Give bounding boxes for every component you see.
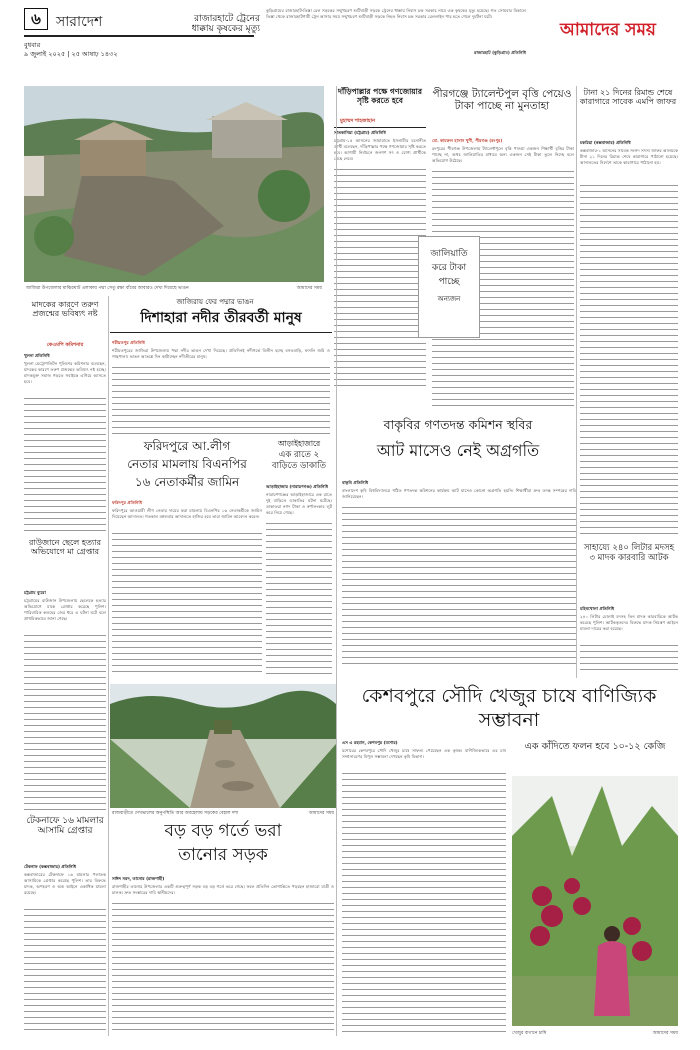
manok-credit: খুলনা প্রতিনিধি: [24, 353, 50, 358]
tekhnaf-text: কক্সবাজারের টেকনাফে ১৬ মামলার পলাতক আসামিকে গ্রেপ্তার করেছে পুলিশ। তার বিরুদ্ধে মাদক, অপহরণ ও অস্ত্র আইনে একাধিক মামলা রয়েছে।: [24, 872, 106, 908]
pirganj-headline: পীরগঞ্জে ট্যালেন্টপুল বৃত্তি পেয়েও টাকা পাচ্ছে না মুনতাহা: [432, 88, 572, 113]
faridpur-headline-3: ১৬ নেতাকর্মীর জামিন: [134, 475, 240, 489]
faridpur-headline-2: নেতার মামলায় বিএনপির: [127, 457, 247, 471]
date-full: ৯ জুলাই ২০২৫ | ২৫ আষাঢ় ১৪৩২: [24, 50, 118, 58]
tana21-body-lines: [580, 148, 678, 538]
top-story-headline: রাজারহাটে ট্রেনের ধাক্কায় কৃষকের মৃত্যু: [191, 14, 260, 35]
sarak-headline-1: বড় বড় গর্তে ভরা: [164, 821, 282, 841]
date-palm-photo: [512, 776, 678, 1026]
header-rule: [24, 35, 254, 37]
page-header: [0, 0, 700, 60]
pirganj-text: রংপুরের পীরগঞ্জ উপজেলায় ট্যালেন্টপুলে বৃত্তি পাওয়া একজন শিক্ষার্থী বৃত্তির টাকা পাচ্ছে না, অথচ জালিয়াতির মাধ্যমে অন্য একজন সেই টাকা তুলে নিচ্ছে বলে অভিযোগ উঠেছে।: [432, 146, 574, 170]
manok-headline: মাদকের কারণে তরুণ প্রজন্মের ভবিষ্যৎ নষ্ট: [31, 300, 99, 319]
keshabpur-text: যশোরের কেশবপুরে সৌদি খেজুর চাষে সাফল্য পেয়েছেন এক কৃষক। বাণিজ্যিকভাবে এর চাষ সম্প্রসারণের বিপুল সম্ভাবনা দেখছেন কৃষি বিভাগ।: [342, 748, 506, 772]
tekhnaf-credit: টেকনাফ (কক্সবাজার) প্রতিনিধি: [24, 864, 77, 869]
photo1-caption: জাজিরা উপজেলার মাঝিরঘাট এলাকায় পদ্মা সেতু রক্ষা বাঁধের আবারও দেখা দিয়েছে ভাঙন: [26, 286, 189, 291]
masthead-logo: আমাদের সময়: [560, 20, 656, 40]
date-palm-credit: আমাদের সময়: [652, 1031, 678, 1036]
keshabpur-subheadline: এক কাঁদিতে ফলন হবে ১০-১২ কেজি: [524, 741, 666, 752]
saahajy-credit: মহিষখোলা প্রতিনিধি: [580, 606, 615, 611]
dariapur-text: চট্টগ্রাম-১৫ আসনের জামায়াতে ইসলামীর মনোনীত প্রার্থী বলেছেন, দাঁড়িপাল্লার পক্ষে গণজোয়ার সৃষ্টি করতে হবে। আগামী নির্বাচনে জনগণ সৎ ও যোগ্য প্রার্থীকে বেছে নেবে।: [334, 138, 426, 168]
column-rule: [336, 86, 337, 1036]
top-story-credit: রাজারহাট (কুড়িগ্রাম) প্রতিনিধি: [474, 50, 526, 55]
sarak-credit: সাঈদ সরদ, তানোর (রাজশাহী): [112, 876, 165, 881]
photo1-credit: আমাদের সময়: [296, 286, 322, 291]
dariapur-credit: সাতকানিয়া (চট্টগ্রাম) প্রতিনিধি: [334, 130, 386, 135]
date-weekday: বুধবার: [24, 41, 41, 49]
column-rule: [576, 86, 577, 678]
keshabpur-body-lines: [342, 748, 506, 1034]
dariapur-byline: মুহাম্মদ শাহজাহান: [340, 118, 375, 124]
dishahara-rule: [110, 332, 332, 333]
sarak-text: রাজশাহীর তানোর উপজেলার একটি গুরুত্বপূর্ণ সড়ক বড় বড় গর্তে ভরে গেছে। ফলে প্রতিদিন ভোগান্তিতে পড়ছেন হাজারো যাত্রী ও চালক। দ্রুত সংস্কারের দাবি স্থানীয়দের।: [112, 884, 334, 902]
column-rule: [108, 296, 109, 1036]
section-title: সারাদেশ: [56, 14, 103, 30]
pirganj-credit: মো. কামরুল হাসান খুশী, পীরগঞ্জ (রংপুর): [432, 138, 503, 143]
sarak-body-lines: [112, 884, 334, 1032]
saahajy-headline: সাহায্যে ২৪০ লিটার মদসহ ৩ মাদক কারবারি আটক: [583, 543, 675, 563]
ajiahar-headline-3: বাড়িতে ডাকাতি: [271, 461, 327, 472]
river-erosion-photo: [24, 86, 324, 282]
manok-text: খুলনা মেট্রোপলিটন পুলিশের কমিশনার বলেছেন, মাদকের কারণে তরুণ প্রজন্মের ভবিষ্যৎ নষ্ট হচ্ছে। মাদকমুক্ত সমাজ গড়তে সবাইকে এগিয়ে আসতে হবে।: [24, 361, 106, 397]
manok-byline: কেএমপি কমিশনার: [46, 342, 84, 348]
rajshahi-headline: রাউজানে ছেলে হত্যার অভিযোগে মা গ্রেপ্তার: [28, 538, 102, 557]
dishahara-credit: শরীয়তপুর প্রতিনিধি: [112, 340, 145, 345]
photo2-caption: রাজবাড়ীতে দেখভালের অনুপস্থিতি আর অবহেলায় সড়কের বেহাল দশা: [112, 811, 239, 816]
ajiahar-text: নারায়ণগঞ্জের আড়াইহাজারে এক রাতে দুই বাড়িতে ডাকাতির ঘটনা ঘটেছে। ডাকাতরা নগদ টাকা ও স্বর্ণালংকার লুট করে নিয়ে গেছে।: [266, 492, 332, 522]
tana21-text: কক্সবাজার-১ আসনের সাবেক সংসদ সদস্য জাফর আলমকে টানা ২১ দিনের রিমান্ড শেষে কারাগারে পাঠানো হয়েছে। আদালতের নির্দেশে তাকে কারাগারে পাঠানো হয়।: [580, 148, 678, 184]
ajiahar-headline-1: আড়াইহাজারে: [277, 439, 321, 448]
jajira-kicker: জাজিরায় ফের পদ্মার ভাঙন: [176, 298, 254, 306]
keshabpur-headline: কেশবপুরে সৌদি খেজুর চাষে বাণিজ্যিক সম্ভাবনা: [361, 685, 657, 731]
bakrbi-text: বাংলাদেশ কৃষি বিশ্ববিদ্যালয়ে গঠিত গণতদন্ত কমিশনের কার্যক্রম আট মাসেও কোনো অগ্রগতি হয়নি। শিক্ষার্থীরা দ্রুত তদন্ত সম্পন্নের দাবি জানিয়েছেন।: [342, 488, 576, 506]
sarak-headline-2: তানোর সড়ক: [178, 845, 268, 865]
page-number: ৬: [24, 8, 48, 30]
ajiahar-headline-2: এক রাতে ২: [278, 449, 320, 460]
photo2-credit: আমাদের সময়: [308, 811, 334, 816]
bakrbi-credit: বাকৃবি প্রতিনিধি: [342, 480, 369, 485]
bakrbi-headline-1: বাকৃবির গণতদন্ত কমিশন স্থবির: [383, 417, 533, 432]
faridpur-text: ফরিদপুরে আওয়ামী লীগ নেতার দায়ের করা মামলায় বিএনপির ১৬ নেতাকর্মীকে জামিন দিয়েছেন আদালত। গতকাল মঙ্গলবার আদালতে হাজির হয়ে তারা জামিন আবেদন করেন।: [112, 508, 262, 532]
dariapur-body-lines: [334, 138, 426, 386]
bakrbi-body-lines: [342, 488, 576, 668]
top-story-text: কুড়িগ্রামের রাজারহাট-তিস্তা রেল সড়কের সম্মুখচরণ শুটিবাড়ী সড়কে ট্রেনের ধাক্কায় নিবাস চন্দ্র সরকার নামে এক কৃষকের মৃত্যু হয়েছে। গত সোমবার বিকালে তিস্তা থেকে রাজারহাটগামী ট্রেন আসার সময় সম্মুখচরণ শুটিবাড়ী সড়কে নিহত নিবাস চন্দ্র সরকার রেললাইন পার হতে গেলে দুর্ঘটনা ঘটে।: [266, 8, 526, 19]
faridpur-body-lines: [112, 508, 262, 674]
date-palm-caption: খেজুর বাগানে চাষি: [512, 1031, 547, 1036]
dariapur-rule: [334, 127, 426, 128]
bakrbi-headline-2: আট মাসেও নেই অগ্রগতি: [376, 441, 540, 460]
dishahara-headline: দিশাহারা নদীর তীরবর্তী মানুষ: [140, 310, 302, 326]
damaged-road-photo: [110, 684, 336, 808]
faridpur-credit: ফরিদপুর প্রতিনিধি: [112, 500, 143, 505]
pull-quote-main: জালিয়াতি করে টাকা পাচ্ছে: [430, 249, 468, 287]
ajiahar-credit: আড়াইহাজার (নারায়ণগঞ্জ) প্রতিনিধি: [266, 484, 329, 489]
tekhnaf-headline: টেকনাফে ১৬ মামলার আসামি গ্রেপ্তার: [26, 816, 104, 837]
faridpur-headline-1: ফরিদপুরে আ.লীগ: [143, 439, 231, 453]
saahajy-text: ২৪০ লিটার চোলাই মদসহ তিন মাদক কারবারিকে আটক করেছে পুলিশ। আটককৃতদের বিরুদ্ধে মাদক নিয়ন্ত্রণ আইনে মামলা দায়ের করা হয়েছে।: [580, 614, 678, 644]
dishahara-text: শরীয়তপুরের জাজিরা উপজেলায় পদ্মা নদীর ভাঙন দেখা দিয়েছে। প্রতিদিনই নদীগর্ভে বিলীন হচ্ছে বসতবাড়ি, ফসলি জমি ও গাছপালা। ভাঙন আতঙ্কে দিন কাটাচ্ছেন নদীতীরের মানুষ।: [112, 348, 330, 366]
keshabpur-credit: এস এ রহমান, কেশবপুর (যশোর): [342, 740, 398, 745]
rajshahi-credit: চট্টগ্রাম ব্যুরো: [24, 590, 46, 595]
pirganj-pull-quote: [418, 236, 480, 338]
dariapur-headline: দাঁড়িপাল্লার পক্ষে গণজোয়ার সৃষ্টি করতে হবে: [338, 87, 422, 105]
tana21-credit: চকরিয়া (কক্সবাজার) প্রতিনিধি: [580, 140, 631, 145]
pull-quote-sub: অন্যজন: [437, 295, 461, 303]
rajshahi-text: চট্টগ্রামের রাউজান উপজেলায় ছেলেকে হত্যার অভিযোগে মাকে গ্রেপ্তার করেছে পুলিশ। পারিবারিক কলহের জের ধরে এ ঘটনা ঘটে বলে প্রাথমিকভাবে জানা গেছে।: [24, 598, 106, 634]
tana21-headline: টানা ২১ দিনের রিমান্ড শেষে কারাগারে সাবেক এমপি জাফর: [579, 88, 677, 107]
